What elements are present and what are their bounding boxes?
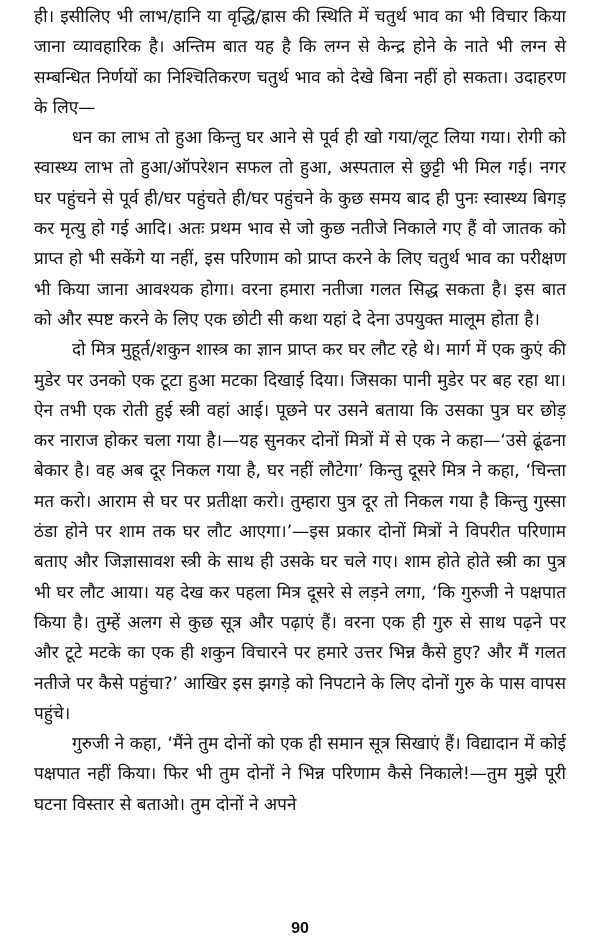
paragraph-continuation: ही। इसीलिए भी लाभ/हानि या वृद्धि/ह्रास की स्थिति में चतुर्थ भाव का भी विचार किया जाना व्यावहारिक है। अन्तिम बात यह है कि लग्न से केन्द्र होने के नाते भी लग्न से सम्बन्धित निर्णयों का निश्चितिकरण चतुर्थ भाव को देखे बिना नहीं हो सकता। उदाहरण के लिए— (34, 7, 566, 118)
paragraph-guruji: गुरुजी ने कहा, ‘मैंने तुम दोनों को एक ही समान सूत्र सिखाएं हैं। विद्यादान में कोई पक्षपात नहीं किया। फिर भी तुम दोनों ने भिन्न परिणाम कैसे निकाले!—तुम मुझे पूरी घटना विस्तार से बताओ। तुम दोनों ने अपने (34, 734, 566, 815)
paragraph-story: दो मित्र मुहूर्त/शकुन शास्त्र का ज्ञान प्राप्त कर घर लौट रहे थे। मार्ग में एक कुएं की मुडेर पर उनको एक टूटा हुआ मटका दिखाई दिया। जिसका पानी मुडेर पर बह रहा था। ऐन तभी एक रोती हुई स्त्री वहां आई। पूछने पर उसने बताया कि उसका पुत्र घर छोड़ कर नाराज होकर चला गया है।—यह सुनकर दोनों मित्रों में से एक ने कहा—‘उसे ढूंढना बेकार है। वह अब दूर निकल गया है, घर नहीं लौटेगा’ किन्तु दूसरे मित्र ने कहा, ‘चिन्ता मत करो। आराम से घर पर प्रतीक्षा करो। तुम्हारा पुत्र दूर तो निकल गया है किन्तु गुस्सा ठंडा होने पर शाम तक घर लौट आएगा।’—इस प्रकार दोनों मित्रों ने विपरीत परिणाम बताए और जिज्ञासावश स्त्री के साथ ही उसके घर चले गए। शाम होते होते स्त्री का पुत्र भी घर लौट आया। यह देख कर पहला मित्र दूसरे से लड़ने लगा, ‘कि गुरुजी ने पक्षपात किया है। तुम्हें अलग से कुछ सूत्र और पढ़ाएं हैं। वरना एक ही गुरु से साथ पढ़ने पर और टूटे मटके का एक ही शकुन विचारने पर हमारे उत्तर भिन्न कैसे हुए? और मैं गलत नतीजे पर कैसे पहुंचा?’ आखिर इस झगड़े को निपटाने के लिए दोनों गुरु के पास वापस पहुंचे। (34, 340, 566, 724)
page-number: 90 (291, 920, 309, 937)
paragraph-example: धन का लाभ तो हुआ किन्तु घर आने से पूर्व ही खो गया/लूट लिया गया। रोगी को स्वास्थ्य लाभ तो हुआ/ऑपरेशन सफल तो हुआ, अस्पताल से छुट्टी भी मिल गई। नगर घर पहुंचने से पूर्व ही/घर पहुंचते ही/घर पहुंचने के कुछ समय बाद ही पुनः स्वास्थ्य बिगड़ कर मृत्यु हो गई आदि। अतः प्रथम भाव से जो कुछ नतीजे निकाले गए हैं वो जातक को प्राप्त हो भी सकेंगे या नहीं, इस परिणाम को प्राप्त करने के लिए चतुर्थ भाव का परीक्षण भी किया जाना आवश्यक होगा। वरना हमारा नतीजा गलत सिद्ध सकता है। इस बात को और स्पष्ट करने के लिए एक छोटी सी कथा यहां दे देना उपयुक्त मालूम होता है। (34, 128, 566, 330)
body-text (34, 2, 566, 820)
